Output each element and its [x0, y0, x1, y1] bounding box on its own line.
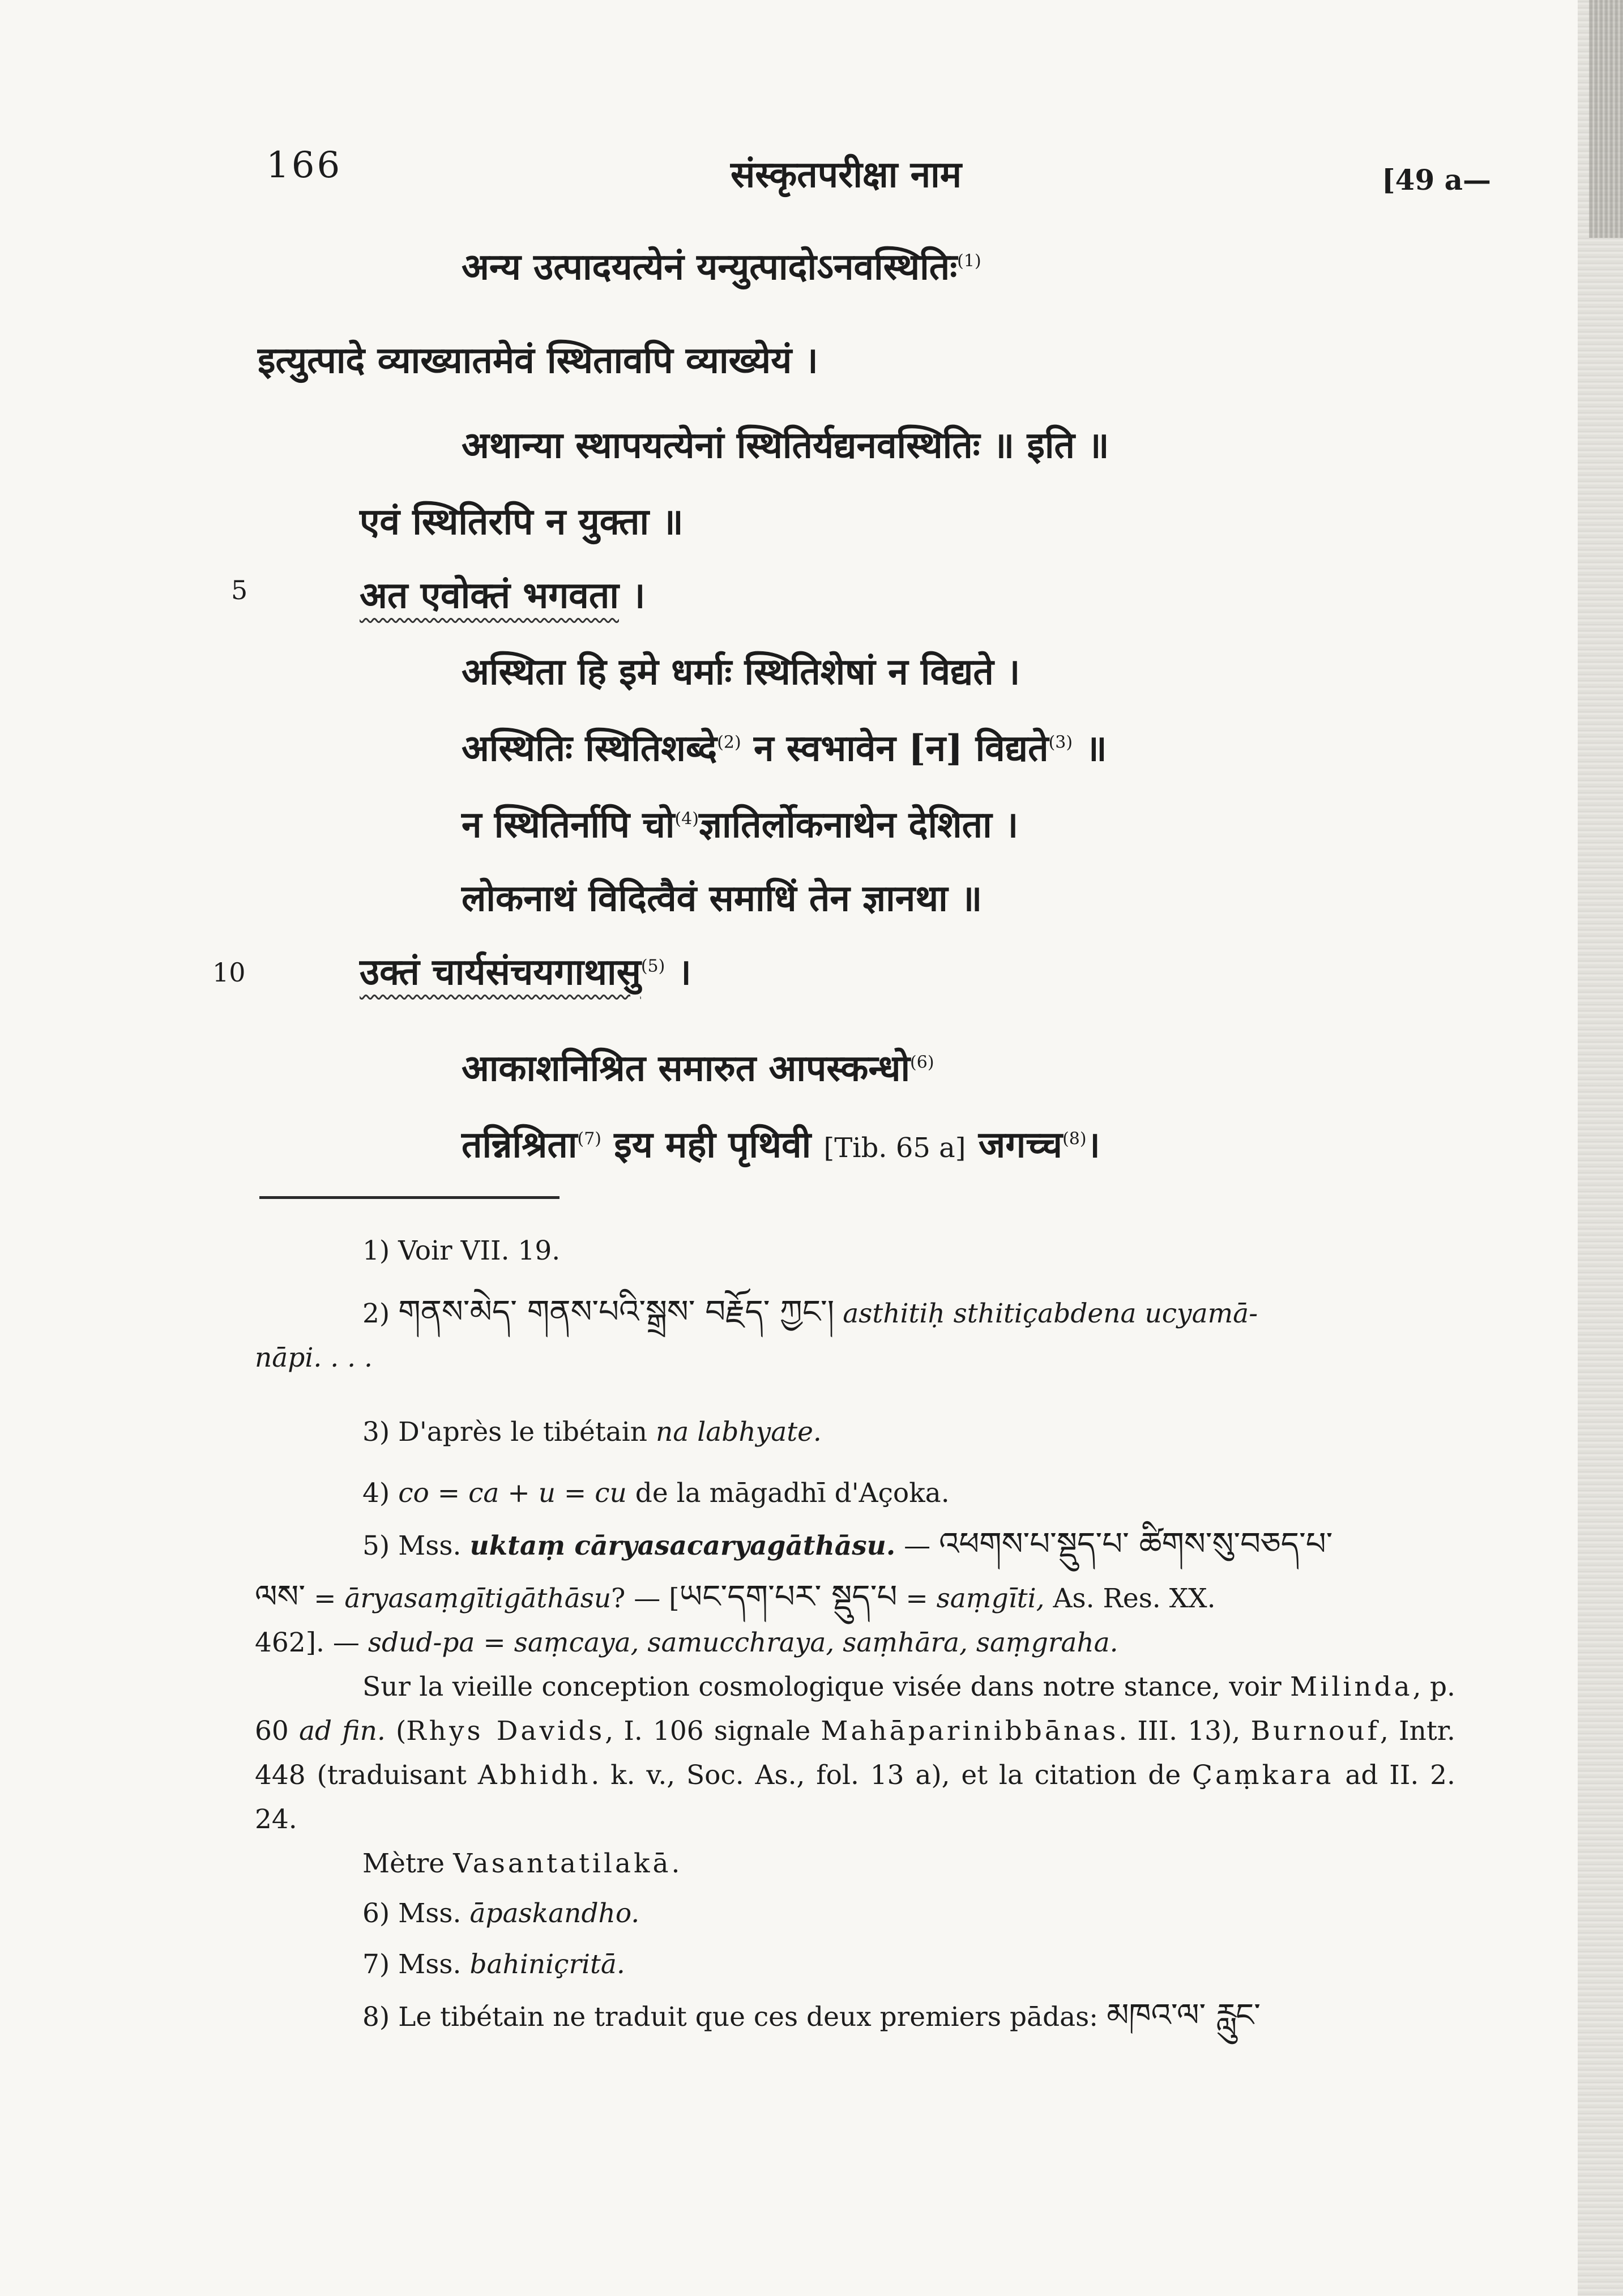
footnote-text: 1) Voir VII. 19.: [362, 1235, 561, 1266]
verse-text: अन्य उत्पादयत्येनं यन्युत्पादोऽनवस्थितिः: [462, 246, 958, 288]
verse-text: ।: [631, 574, 646, 617]
footnote-text: 5) Mss.: [362, 1530, 462, 1561]
footnote-text: ? — [: [611, 1583, 680, 1614]
footnote-text: .: [671, 1848, 680, 1879]
verse-line-3: [462, 419, 1109, 468]
verse-text-underlined: अत एवोक्तं भगवता: [360, 574, 619, 617]
verse-text: इय मही पृथिवी: [614, 1124, 812, 1166]
verse-text: आकाशनिश्रित समारुत आपस्कन्धो: [462, 1047, 911, 1090]
verse-line-10: [360, 946, 691, 995]
footnote-text: . III. 13),: [1118, 1715, 1241, 1747]
footnote-ref: (4): [674, 809, 699, 829]
running-title: संस्कृतपरीक्षा नाम: [731, 153, 962, 196]
footnote-text: , p. 60: [255, 1671, 1455, 1747]
footnote-text: Çaṃkara: [1192, 1760, 1334, 1791]
footnote-6: [255, 1892, 1455, 1936]
footnote-text: na labhyate.: [656, 1416, 822, 1448]
verse-text: अथान्या स्थापयत्येनां स्थितिर्यद्यनवस्थितिः ॥ इति ॥: [462, 424, 1109, 467]
line-number-5: 5: [231, 575, 248, 605]
footnote-ref: (5): [640, 956, 665, 976]
footnote-1: [255, 1229, 1455, 1273]
verse-line-4: [360, 496, 684, 545]
tibetan-text: ལས་: [255, 1578, 306, 1615]
verse-text: इत्युत्पादे व्याख्यातमेवं स्थितावपि व्याख्येयं ।: [258, 339, 818, 382]
footnote-ref: (3): [1048, 732, 1073, 753]
page-number: 166: [266, 144, 343, 186]
footnote-text: Milinda: [1290, 1671, 1413, 1702]
footnote-text: Mahāparinibbānas: [821, 1715, 1119, 1747]
footnote-4: [255, 1471, 1455, 1516]
verse-text: जगच्च: [978, 1124, 1063, 1166]
footnote-text: āryasaṃgītigāthāsu: [344, 1583, 612, 1614]
footnote-text: Mètre: [362, 1848, 445, 1879]
footnote-text: =: [314, 1583, 336, 1614]
footnote-text: 8) Le tibétain ne traduit que ces deux premiers pādas:: [362, 2001, 1099, 2033]
verse-text: तन्निश्रिता: [462, 1124, 578, 1166]
verse-line-8: [462, 799, 1018, 848]
page-edge-shadow: [1578, 0, 1623, 2296]
verse-line-9: [462, 872, 982, 921]
footnote-text: Burnouf: [1250, 1715, 1380, 1747]
footnote-text: co = ca + u = cu: [398, 1478, 627, 1509]
footnote-text: uktaṃ cāryasacaryagāthāsu.: [469, 1530, 896, 1561]
verse-line-12: [462, 1119, 1100, 1168]
page-edge-shadow-top: [1589, 0, 1623, 238]
footnote-text: 462]. —: [255, 1627, 360, 1658]
footnote-text: 3) D'après le tibétain: [362, 1416, 648, 1448]
footnote-text: ad fin.: [298, 1715, 386, 1747]
footnote-text: =: [906, 1583, 928, 1614]
footnote-ref: (1): [957, 251, 981, 271]
verse-line-6: [462, 646, 1020, 695]
footnote-text: saṃgīti,: [936, 1583, 1045, 1614]
footnote-text: As. Res. XX.: [1053, 1583, 1216, 1614]
verse-text: अस्थिता हि इमे धर्माः स्थितिशेषां न विद्यते ।: [462, 651, 1020, 693]
footnote-text: 7) Mss.: [362, 1949, 462, 1980]
footnote-ref: (6): [910, 1052, 934, 1073]
verse-text: अस्थितिः स्थितिशब्दे: [462, 727, 717, 770]
verse-line-2: [258, 334, 818, 383]
footnote-text: bahiniçritā.: [469, 1949, 625, 1980]
footnote-text: asthitiḥ sthitiçabdena ucyamā-: [843, 1298, 1258, 1329]
footnote-text: —: [904, 1530, 931, 1561]
footnote-text: , Intr. 448 (traduisant: [255, 1715, 1456, 1791]
line-number-10: 10: [212, 957, 246, 988]
tibetan-page-ref: [Tib. 65 a]: [823, 1132, 966, 1164]
footnote-text: sdud-pa = saṃcaya, samucchraya, saṃhāra, saṃgraha.: [368, 1627, 1118, 1658]
footnote-text: (: [395, 1715, 407, 1747]
verse-text: ।: [677, 951, 691, 993]
footnote-ref: (8): [1062, 1129, 1087, 1149]
footnote-text: . k. v., Soc. As., fol. 13 a), et la citation de: [591, 1760, 1181, 1791]
footnote-text: 6) Mss.: [362, 1898, 462, 1929]
page-reference: [49 a—: [1382, 163, 1492, 197]
verse-text: ज्ञातिर्लोकनाथेन देशिता ।: [698, 804, 1019, 846]
verse-text: न स्थितिर्नापि चो: [462, 804, 675, 846]
footnote-ref: (7): [577, 1129, 601, 1149]
footnote-text: nāpi. . . .: [255, 1342, 373, 1373]
footnote-text: ad II. 2. 24.: [255, 1760, 1455, 1835]
verse-text: न स्वभावेन [न] विद्यते: [754, 727, 1049, 770]
footnote-text: Abhidh: [477, 1760, 591, 1791]
footnote-number: 2): [362, 1298, 390, 1329]
footnote-8: [255, 1994, 1455, 2039]
footnote-text: Sur la vieille conception cosmologique visée dans notre stance, voir: [362, 1671, 1282, 1702]
footnote-2: [255, 1290, 1455, 1380]
footnote-number: 4): [362, 1478, 390, 1509]
tibetan-text: མཁའ་ལ་ རླུང་: [1107, 1997, 1261, 2034]
verse-text: लोकनाथं विदित्वैवं समाधिं तेन ज्ञानथा ॥: [462, 877, 983, 920]
verse-text-underlined: उक्तं चार्यसंचयगाथासु: [360, 951, 641, 993]
tibetan-text: གནས་མེད་ གནས་པའི་སྒྲས་ བརྗོད་ ཀྱང་།: [398, 1294, 835, 1330]
verse-line-7: [462, 722, 1107, 771]
footnote-text: āpaskandho.: [469, 1898, 640, 1929]
footnote-text: Vasantatilakā: [453, 1848, 672, 1879]
verse-line-5: [360, 569, 646, 618]
verse-text: ॥: [1085, 727, 1107, 770]
footnote-5: [255, 1522, 1455, 1886]
footnote-text: de la māgadhī d'Açoka.: [635, 1478, 950, 1509]
footnote-ref: (2): [717, 732, 741, 753]
tibetan-text: འཕགས་པ་སྡུད་པ་ ཚིགས་སུ་བཅད་པ་: [939, 1526, 1333, 1563]
footnote-separator: [259, 1196, 559, 1199]
verse-text: एवं स्थितिरपि न युक्ता ॥: [360, 501, 684, 543]
footnote-3: [255, 1410, 1455, 1454]
tibetan-text: ཡང་དག་པར་ སྡུད་པ: [679, 1578, 898, 1615]
verse-line-11: [462, 1042, 934, 1091]
verse-line-1: [462, 241, 981, 290]
footnote-7: [255, 1943, 1455, 1987]
footnote-text: , I. 106 signale: [605, 1715, 811, 1747]
verse-text: ।: [1086, 1124, 1100, 1166]
footnote-text: Rhys Davids: [406, 1715, 605, 1747]
